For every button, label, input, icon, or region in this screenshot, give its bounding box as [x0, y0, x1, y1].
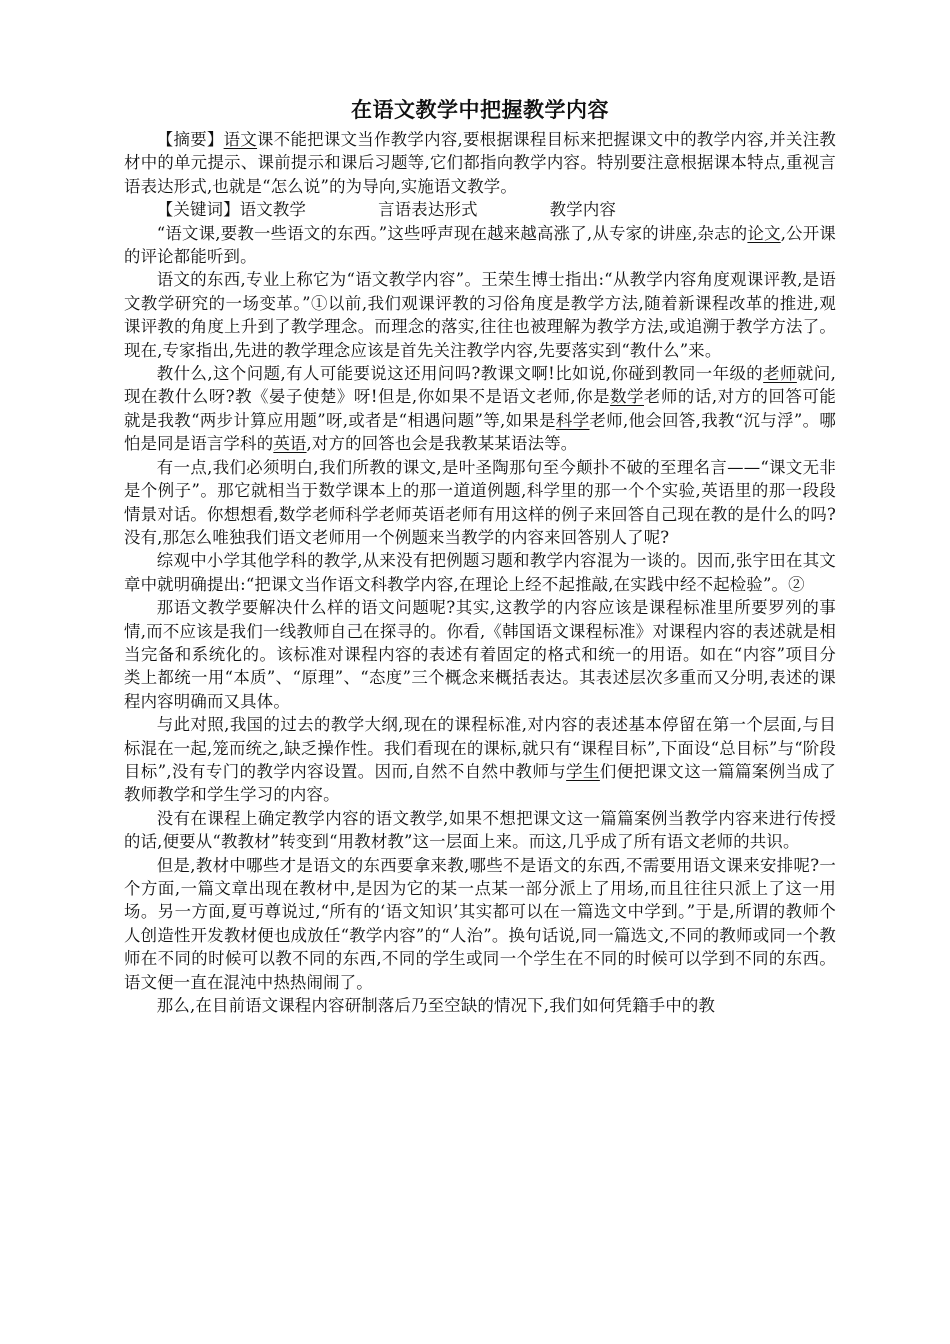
paragraph-text: “语文课,要教一些语文的东西。”这些呼声现在越来越高涨了,从专家的讲座,杂志的: [156, 223, 748, 243]
body-paragraph-9: 但是,教材中哪些才是语文的东西要拿来教,哪些不是语文的东西,不需要用语文课来安排呢?一个方面,一篇文章出现在教材中,是因为它的某一点某一部分派上了用场,而且往往只派上了这一用场。另一方面,夏丏尊说过,“所有的‘语文知识’其实都可以在一篇选文中学到。”于是,所谓的教师个人创造性开发教材便也成放任“教学内容”的“人治”。换句话说,同一篇选文,不同的教师或同一个教师在不同的时候可以教不同的东西,不同的学生或同一个学生在不同的时候可以学到不同的东西。语文便一直在混沌中热热闹闹了。: [124, 855, 836, 992]
paragraph-text: ,对方的回答也会是我教某某语法等。: [306, 434, 578, 454]
link-lunwen[interactable]: 论文: [747, 223, 781, 243]
paragraph-text: 就问,现在教什么呀?教《晏子使楚》呀!但是,你如果不是语文老师,你是: [124, 364, 836, 407]
body-paragraph-5: 综观中小学其他学科的教学,从来没有把例题习题和教学内容混为一谈的。因而,张宇田在其文章中就明确提出:“把课文当作语文科教学内容,在理论上经不起推敲,在实践中经不起检验”。②: [124, 551, 836, 594]
keyword-item: 教学内容: [549, 200, 617, 220]
body-paragraph-1: [124, 222, 836, 269]
body-paragraph-3: [124, 362, 836, 456]
abstract-tag: 【摘要】: [156, 130, 224, 149]
keyword-item: 语文教学: [239, 200, 307, 220]
link-laoshi[interactable]: 老师: [763, 364, 797, 384]
paragraph-text: 教什么,这个问题,有人可能要说这还用问吗?教课文啊!比如说,你碰到教同一年级的: [156, 364, 764, 384]
paragraph-text: 们便把课文这一篇篇案例当成了教师教学和学生学习的内容。: [124, 761, 836, 805]
keywords-tag: 【关键词】: [156, 200, 240, 220]
link-shuxue[interactable]: 数学: [610, 387, 644, 407]
keywords-paragraph: [124, 198, 836, 221]
keyword-item: 言语表达形式: [378, 200, 478, 220]
paragraph-text: 老师,他会回答,我教“沉与浮”。哪怕是同是语言学科的: [124, 410, 836, 454]
paragraph-text: ,公开课的评论都能听到。: [124, 223, 836, 267]
body-paragraph-10: 那么,在目前语文课程内容研制落后乃至空缺的情况下,我们如何凭籍手中的教: [156, 996, 716, 1016]
abstract-link-yuwen[interactable]: 语文: [223, 130, 258, 149]
body-paragraph-2: 语文的东西,专业上称它为“语文教学内容”。王荣生博士指出:“从教学内容角度观课评教,是语文教学研究的一场变革。”①以前,我们观课评教的习俗角度是教学方法,随着新课程改革的推进,观课评教的角度上升到了教学理念。而理念的落实,往往也被理解为教学方法,或追溯于教学方法了。现在,专家指出,先进的教学理念应该是首先关注教学内容,先要落实到“教什么”来。: [124, 270, 836, 360]
link-xuesheng[interactable]: 学生: [566, 761, 600, 781]
body-paragraph-6: 那语文教学要解决什么样的语文问题呢?其实,这教学的内容应该是课程标准里所要罗列的事情,而不应该是我们一线教师自己在探寻的。你看,《韩国语文课程标准》对课程内容的表述就是相当完备和系统化的。该标准对课程内容的表述有着固定的格式和统一的用语。如在“内容”项目分类上都统一用“本质”、“原理”、“态度”三个概念来概括表达。其表述层次多重而又分明,表述的课程内容明确而又具体。: [124, 598, 836, 711]
body-paragraph-4: 有一点,我们必须明白,我们所教的课文,是叶圣陶那句至今颠扑不破的至理名言——“课文无非是个例子”。那它就相当于数学课本上的那一道道例题,科学里的那一个个实验,英语里的那一段段情景对话。你想想看,数学老师科学老师英语老师有用这样的例子来回答自己现在教的是什么的吗?没有,那怎么唯独我们语文老师用一个例题来当教学的内容来回答别人了呢?: [124, 457, 836, 547]
body-paragraph-7: [124, 713, 836, 807]
paragraph-text: 老师的话,对方的回答可能就是我教“两步计算应用题”呀,或者是“相遇问题”等,如果是: [124, 387, 836, 430]
abstract-text: 课不能把课文当作教学内容,要根据课程目标来把握课文中的教学内容,并关注教材中的单元提示、课前提示和课后习题等,它们都指向教学内容。特别要注意根据课本特点,重视言语表达形式,也就是“怎么说”的为导向,实施语文教学。: [124, 130, 836, 196]
link-kexue[interactable]: 科学: [555, 410, 590, 430]
body-paragraph-8: 没有在课程上确定教学内容的语文教学,如果不想把课文这一篇篇案例当教学内容来进行传授的话,便要从“教教材”转变到“用教材教”这一层面上来。而这,几乎成了所有语文老师的共识。: [124, 808, 836, 852]
abstract-paragraph: [124, 128, 836, 198]
link-yingyu[interactable]: 英语: [273, 434, 307, 454]
article-body: [124, 94, 836, 1017]
article-title: 在语文教学中把握教学内容: [351, 98, 609, 122]
paragraph-text: 与此对照,我国的过去的教学大纲,现在的课程标准,对内容的表述基本停留在第一个层面,与目标混在一起,笼而统之,缺乏操作性。我们看现在的课标,就只有“课程目标”,下面设“总目标”与“阶段目标”,没有专门的教学内容设置。因而,自然不自然中教师与: [124, 715, 836, 781]
